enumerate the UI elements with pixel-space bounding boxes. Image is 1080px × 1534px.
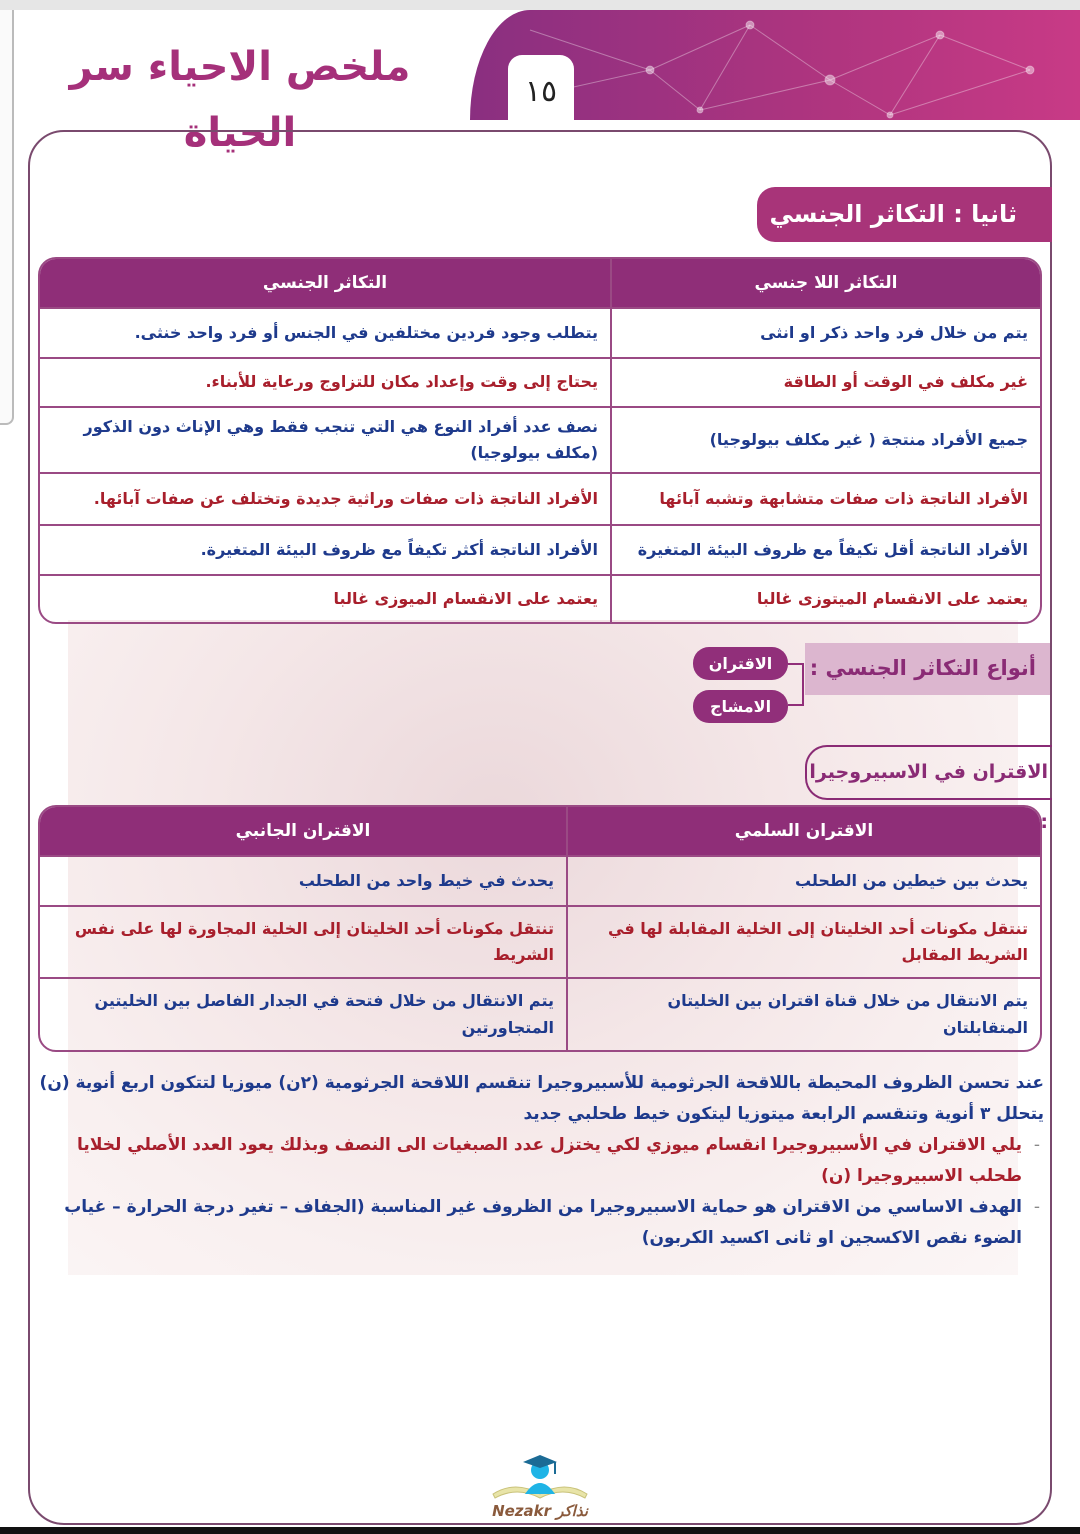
table-cell: الأفراد الناتجة أقل تكيفاً مع ظروف البيئة المتغيرة [612,524,1040,574]
table-header-row [40,259,1040,307]
table-row [40,357,1040,406]
table-cell: يتم الانتقال من خلال قناة اقتران بين الخليتان المتقابلتان [568,977,1040,1050]
type-pill-gametes: الامشاج [693,690,788,723]
page-number: ١٥ [508,55,574,121]
table-cell: الأفراد الناتجة ذات صفات متشابهة وتشبه آبائها [612,472,1040,524]
types-label: أنواع التكاثر الجنسي : [805,643,1050,695]
table-cell: يحدث بين خيطين من الطحلب [568,855,1040,905]
table-row [40,855,1040,905]
graduate-book-icon [485,1450,595,1505]
column-header: التكاثر الجنسي [40,259,612,307]
table-cell: غير مكلف في الوقت أو الطاقة [612,357,1040,406]
table-cell: يتم من خلال فرد واحد ذكر او انثى [612,307,1040,357]
table-row [40,524,1040,574]
conjugation-table [38,805,1042,1052]
conjugation-heading: الاقتران في الاسبيروجيرا : [805,745,1052,800]
nezakr-logo [485,1450,595,1525]
page-title: ملخص الاحياء سر الحياة [69,44,411,156]
table-cell: نصف عدد أفراد النوع هي التي تنجب فقط وهي الإناث دون الذكور (مكلف بيولوجيا) [40,406,612,472]
table-cell: يحتاج إلى وقت وإعداد مكان للتزاوج ورعاية للأبناء. [40,357,612,406]
table-header-row [40,807,1040,855]
type-pill-conjugation: الاقتران [693,647,788,680]
table-row [40,406,1040,472]
table-cell: يعتمد على الانقسام الميتوزى غالبا [612,574,1040,622]
section-heading: ثانيا : التكاثر الجنسي [757,187,1052,242]
comparison-table [38,257,1042,624]
explanation-paragraph [36,1068,1044,1254]
table-row [40,977,1040,1050]
table-cell: جميع الأفراد منتجة ( غير مكلف بيولوجيا) [612,406,1040,472]
table-cell: يحدث في خيط واحد من الطحلب [40,855,568,905]
table-row [40,905,1040,977]
table-cell: يتطلب وجود فردين مختلفين في الجنس أو فرد واحد خنثى. [40,307,612,357]
intro-text: عند تحسن الظروف المحيطة باللاقحة الجرثومية للأسبيروجيرا تنقسم اللاقحة الجرثومية (٢ن) ميوزيا لتتكون اربع أنوية (ن) يتحلل ٣ أنوية وتنقسم الرابعة ميتوزيا ليتكون خيط طحلبي جديد [39,1073,1044,1124]
top-strip [0,0,1080,10]
bracket-connector [788,663,804,706]
table-row [40,307,1040,357]
logo-text: Nezakr نذاكر [492,1502,588,1520]
table-cell: يعتمد على الانقسام الميوزى غالبا [40,574,612,622]
column-header: الاقتران الجانبي [40,807,568,855]
table-cell: تنتقل مكونات أحد الخليتان إلى الخلية المجاورة لها على نفس الشريط [40,905,568,977]
bullet-item: - يلي الاقتران في الأسبيروجيرا انقسام ميوزي لكي يختزل عدد الصبغيات الى النصف وبذلك يعود العدد الأصلي لخلايا طحلب الاسبيروجيرا (ن) [36,1130,1044,1192]
column-header: التكاثر اللا جنسي [612,259,1040,307]
bullet-item: - الهدف الاساسي من الاقتران هو حماية الاسبيروجيرا من الظروف غير المناسبة (الجفاف – تغير درجة الحرارة – غياب الضوء نقص الاكسجين او ثانى اكسيد الكربون) [36,1192,1044,1254]
table-row [40,472,1040,524]
column-header: الاقتران السلمي [568,807,1040,855]
table-cell: الأفراد الناتجة أكثر تكيفاً مع ظروف البيئة المتغيرة. [40,524,612,574]
bottom-border [0,1527,1080,1534]
table-cell: الأفراد الناتجة ذات صفات وراثية جديدة وتختلف عن صفات آبائها. [40,472,612,524]
table-row [40,574,1040,622]
table-cell: تنتقل مكونات أحد الخليتان إلى الخلية المقابلة لها في الشريط المقابل [568,905,1040,977]
table-cell: يتم الانتقال من خلال فتحة في الجدار الفاصل بين الخليتين المتجاورتين [40,977,568,1050]
